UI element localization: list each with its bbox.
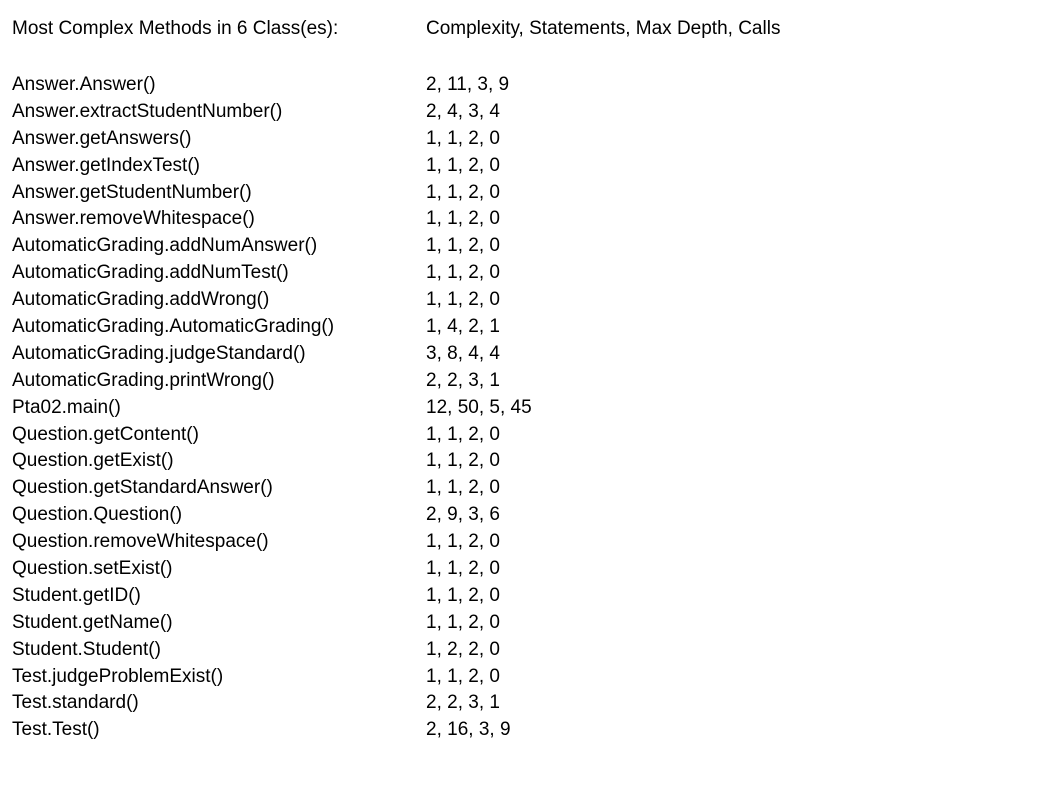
method-row (12, 153, 1052, 180)
method-metrics: 1, 1, 2, 0 (426, 450, 500, 472)
method-row (12, 583, 1052, 610)
method-metrics: 2, 2, 3, 1 (426, 692, 500, 714)
method-row (12, 287, 1052, 314)
method-row (12, 395, 1052, 422)
method-row (12, 368, 1052, 395)
method-metrics: 1, 1, 2, 0 (426, 584, 500, 606)
method-name: Answer.extractStudentNumber() (12, 100, 283, 122)
method-row (12, 206, 1052, 233)
method-name: AutomaticGrading.addWrong() (12, 289, 270, 311)
method-name: Question.getExist() (12, 450, 174, 472)
method-row (12, 664, 1052, 691)
method-row (12, 233, 1052, 260)
method-name: Student.Student() (12, 638, 161, 660)
method-name: Test.standard() (12, 692, 139, 714)
method-metrics: 2, 4, 3, 4 (426, 100, 500, 122)
method-name: Pta02.main() (12, 396, 121, 418)
method-row (12, 72, 1052, 99)
method-row (12, 180, 1052, 207)
method-row (12, 99, 1052, 126)
method-metrics: 1, 1, 2, 0 (426, 235, 500, 257)
report-header (12, 14, 1052, 44)
method-name: Question.getStandardAnswer() (12, 477, 273, 499)
method-name: AutomaticGrading.printWrong() (12, 369, 275, 391)
method-metrics: 1, 1, 2, 0 (426, 558, 500, 580)
method-metrics: 1, 4, 2, 1 (426, 316, 500, 338)
method-metrics: 3, 8, 4, 4 (426, 342, 500, 364)
method-row (12, 475, 1052, 502)
method-name: Answer.removeWhitespace() (12, 208, 255, 230)
method-row (12, 126, 1052, 153)
method-metrics: 1, 1, 2, 0 (426, 208, 500, 230)
method-row (12, 717, 1052, 744)
method-name: Test.judgeProblemExist() (12, 665, 224, 687)
method-name: Question.Question() (12, 504, 183, 526)
method-metrics: 1, 1, 2, 0 (426, 531, 500, 553)
method-metrics: 1, 1, 2, 0 (426, 289, 500, 311)
method-row (12, 637, 1052, 664)
method-name: Answer.getStudentNumber() (12, 181, 252, 203)
method-row (12, 448, 1052, 475)
method-name: Question.getContent() (12, 423, 199, 445)
method-metrics: 1, 1, 2, 0 (426, 477, 500, 499)
method-row (12, 610, 1052, 637)
method-metrics: 1, 1, 2, 0 (426, 181, 500, 203)
method-row (12, 260, 1052, 287)
method-name: Answer.Answer() (12, 74, 156, 95)
report-columns: Complexity, Statements, Max Depth, Calls (426, 18, 781, 39)
method-metrics: 12, 50, 5, 45 (426, 396, 532, 418)
method-row (12, 690, 1052, 717)
method-row (12, 422, 1052, 449)
method-name: AutomaticGrading.addNumTest() (12, 262, 289, 284)
method-metrics: 2, 9, 3, 6 (426, 504, 500, 526)
method-name: AutomaticGrading.addNumAnswer() (12, 235, 318, 257)
method-metrics: 1, 2, 2, 0 (426, 638, 500, 660)
method-row (12, 502, 1052, 529)
method-name: AutomaticGrading.judgeStandard() (12, 342, 306, 364)
method-name: Answer.getIndexTest() (12, 154, 200, 176)
method-name: Student.getID() (12, 584, 141, 606)
method-row (12, 341, 1052, 368)
method-name: Answer.getAnswers() (12, 127, 192, 149)
method-name: Question.removeWhitespace() (12, 531, 269, 553)
method-metrics: 1, 1, 2, 0 (426, 154, 500, 176)
method-name: AutomaticGrading.AutomaticGrading() (12, 316, 335, 338)
header-spacer (12, 44, 1052, 72)
method-metrics: 1, 1, 2, 0 (426, 127, 500, 149)
complexity-report (12, 14, 1052, 744)
method-metrics: 2, 11, 3, 9 (426, 74, 510, 95)
method-row (12, 314, 1052, 341)
method-list (12, 72, 1052, 744)
method-metrics: 1, 1, 2, 0 (426, 665, 500, 687)
method-row (12, 529, 1052, 556)
method-name: Test.Test() (12, 719, 100, 741)
method-metrics: 1, 1, 2, 0 (426, 423, 500, 445)
method-name: Student.getName() (12, 611, 173, 633)
method-row (12, 556, 1052, 583)
method-metrics: 1, 1, 2, 0 (426, 611, 500, 633)
report-title: Most Complex Methods in 6 Class(es): (12, 18, 339, 39)
method-metrics: 2, 2, 3, 1 (426, 369, 500, 391)
method-metrics: 1, 1, 2, 0 (426, 262, 500, 284)
method-name: Question.setExist() (12, 558, 173, 580)
method-metrics: 2, 16, 3, 9 (426, 719, 511, 741)
